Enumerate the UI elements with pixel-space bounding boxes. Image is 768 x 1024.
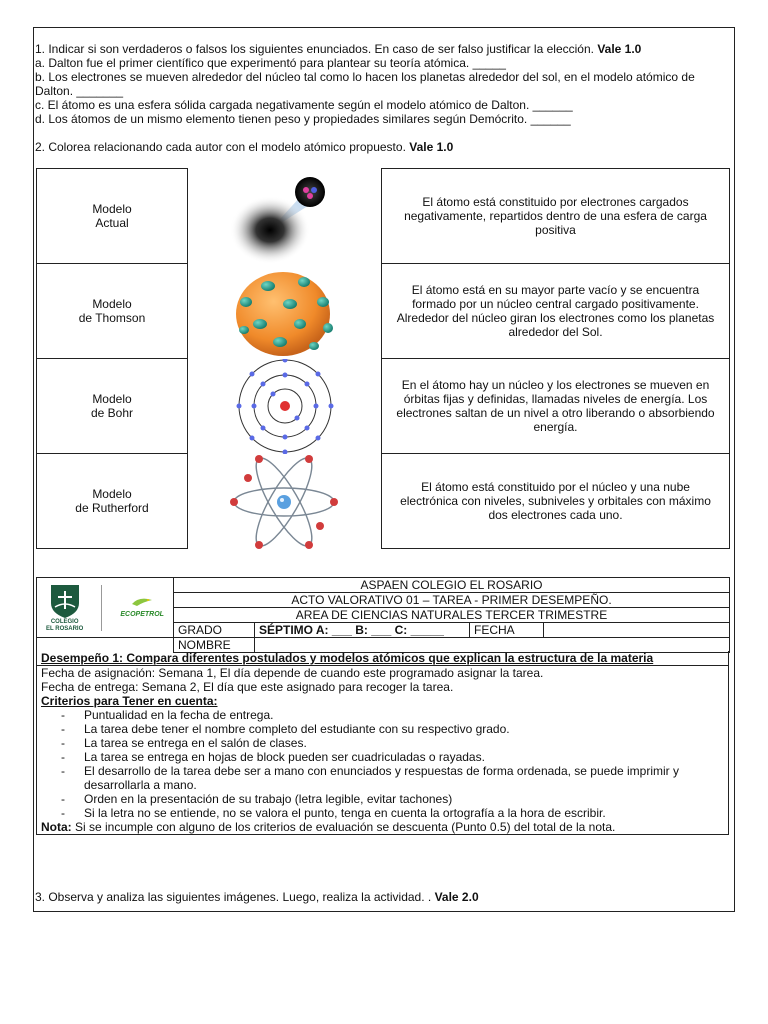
list-item: - El desarrollo de la tarea debe ser a mano con enunciados y respuestas de forma ordenada, se puede imprimir y desarrollarla a mano. (37, 764, 728, 792)
q1-item-a: a. Dalton fue el primer científico que experimentó para plantear su teoría atómica. _____ (35, 56, 506, 70)
fecha-label: FECHA (470, 623, 544, 638)
fecha-value (544, 623, 730, 638)
q1-item-c: c. El átomo es una esfera sólida cargada negativamente según el modelo atómico de Dalton. ______ (35, 98, 573, 112)
ecopetrol-logo: ECOPETROL (120, 594, 164, 622)
model-description: En el átomo hay un núcleo y los electrones se mueven en órbitas fijas y definidas, llamadas niveles de energía. Los electrones saltan de un nivel a otro liberando o absorbiendo energía. (382, 359, 730, 454)
q3-value: Vale 2.0 (434, 890, 479, 904)
model-name-cell: Modelo de Rutherford (37, 454, 188, 549)
criterios-heading: Criterios para Tener en cuenta: (41, 694, 218, 708)
logos-cell (37, 578, 174, 638)
model-row (37, 359, 730, 454)
desempeno-line: Desempeño 1: Compara diferentes postulados y modelos atómicos que explican la estructura de la materia (37, 651, 728, 666)
thomson-pudding-icon (188, 264, 382, 359)
iguana-icon (131, 594, 153, 608)
list-item: - Orden en la presentación de su trabajo (letra legible, evitar tachones) (37, 792, 728, 806)
shield-icon (49, 583, 81, 619)
q1-item-d: d. Los átomos de un mismo elemento tienen peso y propiedades similares según Demócrito. ______ (35, 112, 571, 126)
nota-line: Nota: Si se incumple con alguno de los criterios de evaluación se descuenta (Punto 0.5) del total de la nota. (41, 820, 616, 834)
task-info (36, 651, 729, 835)
colegio-logo: COLEGIO EL ROSARIO (46, 583, 83, 633)
grado-value: SÉPTIMO A: ___ B: ___ C: _____ (255, 623, 470, 638)
q1-value: Vale 1.0 (597, 42, 642, 56)
electron-cloud-icon (188, 169, 382, 264)
model-description: El átomo está constituido por electrones cargados negativamente, repartidos dentro de una esfera de carga positiva (382, 169, 730, 264)
model-row (37, 264, 730, 359)
list-item: - La tarea se entrega en el salón de clases. (37, 736, 728, 750)
bohr-orbits-icon (188, 359, 382, 454)
q1-item-b-cont: Dalton. _______ (35, 84, 124, 98)
area-title: AREA DE CIENCIAS NATURALES TERCER TRIMESTRE (174, 608, 730, 623)
list-item: - Si la letra no se entiende, no se valora el punto, tenga en cuenta la ortografía a la hora de escribir. (37, 806, 728, 820)
list-item: - La tarea se entrega en hojas de block pueden ser cuadriculadas o rayadas. (37, 750, 728, 764)
q2-title: 2. Colorea relacionando cada autor con el modelo atómico propuesto. Vale 1.0 (35, 140, 454, 154)
models-table (36, 168, 730, 549)
model-description: El átomo está constituido por el núcleo y una nube electrónica con niveles, subniveles y orbitales con máximo dos electrones cada uno. (382, 454, 730, 549)
model-name-cell: Modelo de Thomson (37, 264, 188, 359)
criterios-list (37, 708, 728, 820)
rutherford-atom-icon (188, 454, 382, 549)
model-description: El átomo está en su mayor parte vacío y se encuentra formado por un núcleo central cargado positivamente. Alrededor del núcleo giran los electrones como los planetas alrededor del Sol. (382, 264, 730, 359)
q1-title: 1. Indicar si son verdaderos o falsos los siguientes enunciados. En caso de ser falso justificar la elección. Vale 1.0 (35, 42, 642, 56)
q2-value: Vale 1.0 (409, 140, 454, 154)
list-item: - La tarea debe tener el nombre completo del estudiante con su respectivo grado. (37, 722, 728, 736)
grado-label: GRADO (174, 623, 255, 638)
q3-title: 3. Observa y analiza las siguientes imágenes. Luego, realiza la actividad. . Vale 2.0 (35, 890, 479, 904)
fecha-asignacion: Fecha de asignación: Semana 1, El día depende de cuando este programado asignar la tarea. (41, 666, 544, 680)
model-name-cell: Modelo de Bohr (37, 359, 188, 454)
list-item: - Puntualidad en la fecha de entrega. (37, 708, 728, 722)
q1-item-b: b. Los electrones se mueven alrededor del núcleo tal como lo hacen los planetas alrededor del sol, en el modelo atómico de (35, 70, 695, 84)
nombre-label: NOMBRE (174, 638, 255, 653)
model-row (37, 454, 730, 549)
school-header (36, 577, 730, 653)
school-name: ASPAEN COLEGIO EL ROSARIO (174, 578, 730, 593)
act-title: ACTO VALORATIVO 01 – TAREA - PRIMER DESEMPEÑO. (174, 593, 730, 608)
fecha-entrega: Fecha de entrega: Semana 2, El día que este asignado para recoger la tarea. (41, 680, 454, 694)
model-name-cell: Modelo Actual (37, 169, 188, 264)
model-row (37, 169, 730, 264)
